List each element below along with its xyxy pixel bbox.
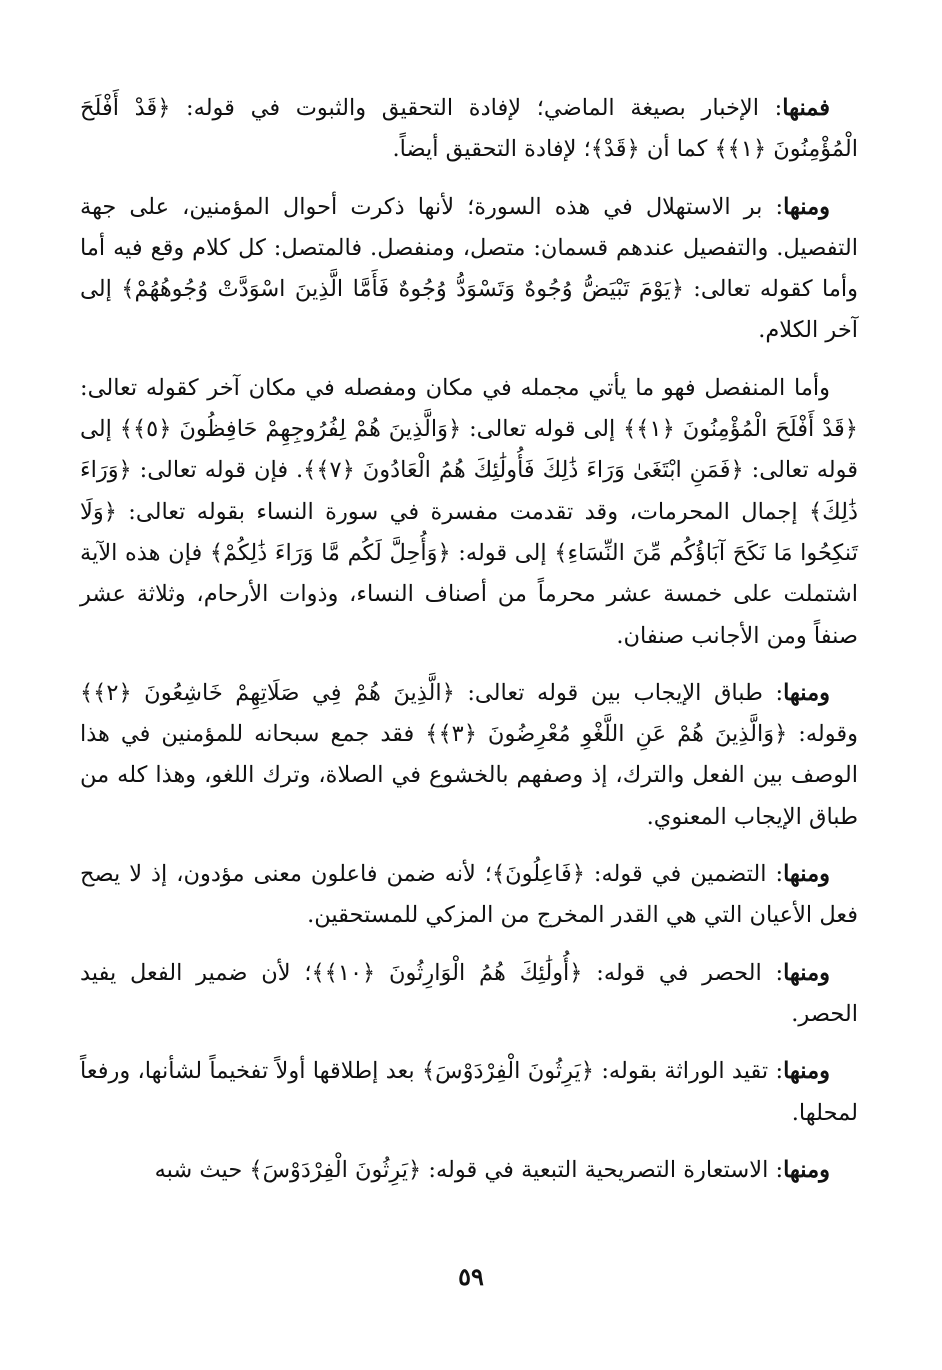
paragraph-text: وأما المنفصل فهو ما يأتي مجمله في مكان ومفصله في مكان آخر كقوله تعالى: ﴿قَدْ أَفْلَحَ الْمُؤْمِنُونَ ﴿١﴾﴾ إلى قوله تعالى: ﴿وَالَّذِينَ هُمْ لِفُرُوجِهِمْ حَافِظُونَ ﴿٥﴾﴾ إلى قوله تعالى: ﴿فَمَنِ ابْتَغَىٰ وَرَاءَ ذَٰلِكَ فَأُولَٰئِكَ هُمُ الْعَادُونَ ﴿٧﴾﴾. فإن قوله تعالى: ﴿وَرَاءَ ذَٰلِكَ﴾ إجمال المحرمات، وقد تقدمت مفسرة في سورة النساء بقوله تعالى: ﴿وَلَا تَنكِحُوا مَا نَكَحَ آبَاؤُكُم مِّنَ النِّسَاءِ﴾ إلى قوله: ﴿وَأُحِلَّ لَكُم مَّا وَرَاءَ ذَٰلِكُمْ﴾ فإن هذه الآية اشتملت على خمسة عشر محرماً من أصناف النساء، وذوات الأرحام، وثلاثة عشر صنفاً ومن الأجانب صنفان. <box>80 374 859 649</box>
paragraph-text: : الإخبار بصيغة الماضي؛ لإفادة التحقيق والثبوت في قوله: ﴿قَدْ أَفْلَحَ الْمُؤْمِنُونَ ﴿١﴾﴾ كما أن ﴿قَدْ﴾؛ لإفادة التحقيق أيضاً. <box>80 95 858 163</box>
paragraph-text: : التضمين في قوله: ﴿فَاعِلُونَ﴾؛ لأنه ضمن فاعلون معنى مؤدون، إذ لا يصح فعل الأعيان التي هي القدر المخرج من المزكي للمستحقين. <box>80 861 858 929</box>
paragraph-text: : الاستعارة التصريحية التبعية في قوله: ﴿يَرِثُونَ الْفِرْدَوْسَ﴾ حيث شبه <box>154 1156 784 1183</box>
paragraph-7 <box>80 1051 858 1134</box>
paragraph-3 <box>80 368 858 657</box>
page-number: ٥٩ <box>458 1262 484 1291</box>
paragraph-4 <box>80 673 858 838</box>
paragraph-text: : طباق الإيجاب بين قوله تعالى: ﴿الَّذِينَ هُمْ فِي صَلَاتِهِمْ خَاشِعُونَ ﴿٢﴾﴾ وقوله: ﴿وَالَّذِينَ هُمْ عَنِ اللَّغْوِ مُعْرِضُونَ ﴿٣﴾﴾ فقد جمع سبحانه للمؤمنين في هذا الوصف بين الفعل والترك، إذ وصفهم بالخشوع في الصلاة، وترك اللغو، وهذا كله من طباق الإيجاب المعنوي. <box>80 679 858 830</box>
paragraph-text: : الحصر في قوله: ﴿أُولَٰئِكَ هُمُ الْوَارِثُونَ ﴿١٠﴾﴾؛ لأن ضمير الفعل يفيد الحصر. <box>80 959 858 1027</box>
paragraph-1 <box>80 88 858 171</box>
paragraph-5 <box>80 854 858 937</box>
paragraph-text: : بر الاستهلال في هذه السورة؛ لأنها ذكرت أحوال المؤمنين، على جهة التفصيل. والتفصيل عندهم قسمان: متصل، ومنفصل. فالمتصل: كل كلام وقع فيه أما وأما كقوله تعالى: ﴿يَوْمَ تَبْيَضُّ وُجُوهٌ وَتَسْوَدُّ وُجُوهٌ فَأَمَّا الَّذِينَ اسْوَدَّتْ وُجُوهُهُمْ﴾ إلى آخر الكلام. <box>80 193 858 344</box>
paragraph-lead: ومنها <box>783 1058 830 1085</box>
paragraph-lead: ومنها <box>783 679 830 706</box>
paragraph-lead: ومنها <box>783 1156 830 1183</box>
paragraph-lead: ومنها <box>783 193 830 220</box>
paragraph-text: : تقيد الوراثة بقوله: ﴿يَرِثُونَ الْفِرْدَوْسَ﴾ بعد إطلاقها أولاً تفخيماً لشأنها، ورفعاً لمحلها. <box>80 1058 858 1126</box>
paragraph-8 <box>80 1150 858 1191</box>
paragraph-6 <box>80 953 858 1036</box>
paragraph-lead: ومنها <box>783 959 830 986</box>
paragraph-2 <box>80 187 858 352</box>
paragraph-lead: ومنها <box>783 861 830 888</box>
paragraph-lead: فمنها <box>782 95 830 121</box>
